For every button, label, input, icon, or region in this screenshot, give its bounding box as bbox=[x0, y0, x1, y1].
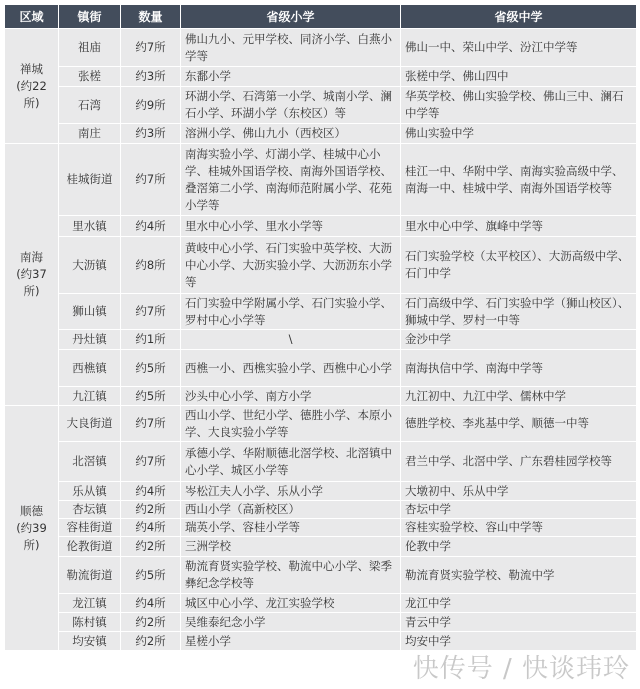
count-cell: 约3所 bbox=[121, 124, 181, 144]
count-cell: 约4所 bbox=[121, 519, 181, 537]
header-middle: 省级中学 bbox=[401, 5, 637, 29]
middle-schools-cell: 容桂实验学校、容山中学等 bbox=[401, 519, 637, 537]
primary-schools-cell: \ bbox=[181, 330, 401, 350]
count-cell: 约7所 bbox=[121, 29, 181, 67]
middle-schools-cell: 德胜学校、李兆基中学、顺德一中等 bbox=[401, 406, 637, 442]
header-count: 数量 bbox=[121, 5, 181, 29]
primary-schools-cell: 承德小学、华附顺德北滘学校、北滘镇中心小学、城区小学等 bbox=[181, 442, 401, 482]
header-district: 区域 bbox=[5, 5, 59, 29]
primary-schools-cell: 环湖小学、石湾第一小学、城南小学、澜石小学、环湖小学（东校区）等 bbox=[181, 87, 401, 124]
table-row bbox=[5, 387, 637, 406]
town-cell: 均安镇 bbox=[59, 632, 121, 651]
primary-schools-cell: 黄岐中心小学、石门实验中英学校、大沥中心小学、大沥实验小学、大沥沥东小学等 bbox=[181, 237, 401, 294]
primary-schools-cell: 吴维泰纪念小学 bbox=[181, 613, 401, 632]
middle-schools-cell: 君兰中学、北滘中学、广东碧桂园学校等 bbox=[401, 442, 637, 482]
town-cell: 桂城街道 bbox=[59, 144, 121, 216]
middle-schools-cell: 龙江中学 bbox=[401, 594, 637, 613]
table-row bbox=[5, 594, 637, 613]
district-cell: 禅城 (约22所) bbox=[5, 29, 59, 144]
count-cell: 约2所 bbox=[121, 501, 181, 519]
table-row bbox=[5, 294, 637, 330]
primary-schools-cell: 西山小学、世纪小学、德胜小学、本原小学、大良实验小学等 bbox=[181, 406, 401, 442]
table-row bbox=[5, 613, 637, 632]
table-row bbox=[5, 330, 637, 350]
count-cell: 约7所 bbox=[121, 144, 181, 216]
town-cell: 勒流街道 bbox=[59, 557, 121, 594]
count-cell: 约9所 bbox=[121, 87, 181, 124]
primary-schools-cell: 岑松江夫人小学、乐从小学 bbox=[181, 482, 401, 501]
table-row bbox=[5, 350, 637, 387]
middle-schools-cell: 南海执信中学、南海中学等 bbox=[401, 350, 637, 387]
middle-schools-cell: 石门实验学校（太平校区）、大沥高级中学、石门中学 bbox=[401, 237, 637, 294]
primary-schools-cell: 瑞英小学、容桂小学等 bbox=[181, 519, 401, 537]
count-cell: 约4所 bbox=[121, 216, 181, 237]
header-row bbox=[5, 5, 637, 29]
count-cell: 约2所 bbox=[121, 537, 181, 557]
count-cell: 约4所 bbox=[121, 482, 181, 501]
town-cell: 南庄 bbox=[59, 124, 121, 144]
middle-schools-cell: 金沙中学 bbox=[401, 330, 637, 350]
town-cell: 里水镇 bbox=[59, 216, 121, 237]
count-cell: 约7所 bbox=[121, 294, 181, 330]
town-cell: 龙江镇 bbox=[59, 594, 121, 613]
middle-schools-cell: 张槎中学、佛山四中 bbox=[401, 67, 637, 87]
middle-schools-cell: 石门高级中学、石门实验中学（狮山校区）、狮城中学、罗村一中等 bbox=[401, 294, 637, 330]
middle-schools-cell: 均安中学 bbox=[401, 632, 637, 651]
primary-schools-cell: 西山小学（高新校区） bbox=[181, 501, 401, 519]
header-town: 镇街 bbox=[59, 5, 121, 29]
middle-schools-cell: 杏坛中学 bbox=[401, 501, 637, 519]
town-cell: 祖庙 bbox=[59, 29, 121, 67]
table-row bbox=[5, 482, 637, 501]
primary-schools-cell: 西樵一小、西樵实验小学、西樵中心小学 bbox=[181, 350, 401, 387]
table-row bbox=[5, 144, 637, 216]
table-row bbox=[5, 406, 637, 442]
table-row bbox=[5, 501, 637, 519]
count-cell: 约7所 bbox=[121, 442, 181, 482]
town-cell: 西樵镇 bbox=[59, 350, 121, 387]
town-cell: 陈村镇 bbox=[59, 613, 121, 632]
count-cell: 约5所 bbox=[121, 387, 181, 406]
count-cell: 约2所 bbox=[121, 613, 181, 632]
town-cell: 杏坛镇 bbox=[59, 501, 121, 519]
middle-schools-cell: 里水中心中学、旗峰中学等 bbox=[401, 216, 637, 237]
table-row bbox=[5, 519, 637, 537]
watermark: 快传号 / 快谈玮玲 bbox=[412, 654, 630, 684]
middle-schools-cell: 大墩初中、乐从中学 bbox=[401, 482, 637, 501]
district-cell: 南海 (约37所) bbox=[5, 144, 59, 406]
table-row bbox=[5, 87, 637, 124]
primary-schools-cell: 三洲学校 bbox=[181, 537, 401, 557]
middle-schools-cell: 伦教中学 bbox=[401, 537, 637, 557]
table-row bbox=[5, 124, 637, 144]
town-cell: 容桂街道 bbox=[59, 519, 121, 537]
table-row bbox=[5, 67, 637, 87]
town-cell: 大沥镇 bbox=[59, 237, 121, 294]
town-cell: 九江镇 bbox=[59, 387, 121, 406]
middle-schools-cell: 勒流育贤实验学校、勒流中学 bbox=[401, 557, 637, 594]
primary-schools-cell: 溶洲小学、佛山九小（西校区） bbox=[181, 124, 401, 144]
count-cell: 约3所 bbox=[121, 67, 181, 87]
table-row bbox=[5, 442, 637, 482]
middle-schools-cell: 九江初中、九江中学、儒林中学 bbox=[401, 387, 637, 406]
count-cell: 约1所 bbox=[121, 330, 181, 350]
town-cell: 伦教街道 bbox=[59, 537, 121, 557]
table-row bbox=[5, 29, 637, 67]
count-cell: 约5所 bbox=[121, 350, 181, 387]
middle-schools-cell: 佛山实验中学 bbox=[401, 124, 637, 144]
table-row bbox=[5, 632, 637, 651]
count-cell: 约5所 bbox=[121, 557, 181, 594]
table-row bbox=[5, 237, 637, 294]
primary-schools-cell: 勒流育贤实验学校、勒流中心小学、梁季彝纪念学校等 bbox=[181, 557, 401, 594]
primary-schools-cell: 东鄱小学 bbox=[181, 67, 401, 87]
primary-schools-cell: 城区中心小学、龙江实验学校 bbox=[181, 594, 401, 613]
count-cell: 约2所 bbox=[121, 632, 181, 651]
school-table bbox=[4, 4, 637, 651]
count-cell: 约4所 bbox=[121, 594, 181, 613]
town-cell: 大良街道 bbox=[59, 406, 121, 442]
count-cell: 约7所 bbox=[121, 406, 181, 442]
count-cell: 约8所 bbox=[121, 237, 181, 294]
primary-schools-cell: 星槎小学 bbox=[181, 632, 401, 651]
town-cell: 石湾 bbox=[59, 87, 121, 124]
middle-schools-cell: 青云中学 bbox=[401, 613, 637, 632]
primary-schools-cell: 沙头中心小学、南方小学 bbox=[181, 387, 401, 406]
middle-schools-cell: 桂江一中、华附中学、南海实验高级中学、南海一中、桂城中学、南海外国语学校等 bbox=[401, 144, 637, 216]
primary-schools-cell: 佛山九小、元甲学校、同济小学、白燕小学等 bbox=[181, 29, 401, 67]
town-cell: 乐从镇 bbox=[59, 482, 121, 501]
table-row bbox=[5, 557, 637, 594]
town-cell: 狮山镇 bbox=[59, 294, 121, 330]
primary-schools-cell: 里水中心小学、里水小学等 bbox=[181, 216, 401, 237]
district-cell: 顺德 (约39所) bbox=[5, 406, 59, 651]
town-cell: 北滘镇 bbox=[59, 442, 121, 482]
town-cell: 丹灶镇 bbox=[59, 330, 121, 350]
middle-schools-cell: 华英学校、佛山实验学校、佛山三中、澜石中学等 bbox=[401, 87, 637, 124]
middle-schools-cell: 佛山一中、荣山中学、汾江中学等 bbox=[401, 29, 637, 67]
town-cell: 张槎 bbox=[59, 67, 121, 87]
table-row bbox=[5, 537, 637, 557]
table-row bbox=[5, 216, 637, 237]
header-primary: 省级小学 bbox=[181, 5, 401, 29]
primary-schools-cell: 石门实验中学附属小学、石门实验小学、罗村中心小学等 bbox=[181, 294, 401, 330]
primary-schools-cell: 南海实验小学、灯湖小学、桂城中心小学、桂城外国语学校、南海外国语学校、叠滘第二小学、南海师范附属小学、花苑小学等 bbox=[181, 144, 401, 216]
